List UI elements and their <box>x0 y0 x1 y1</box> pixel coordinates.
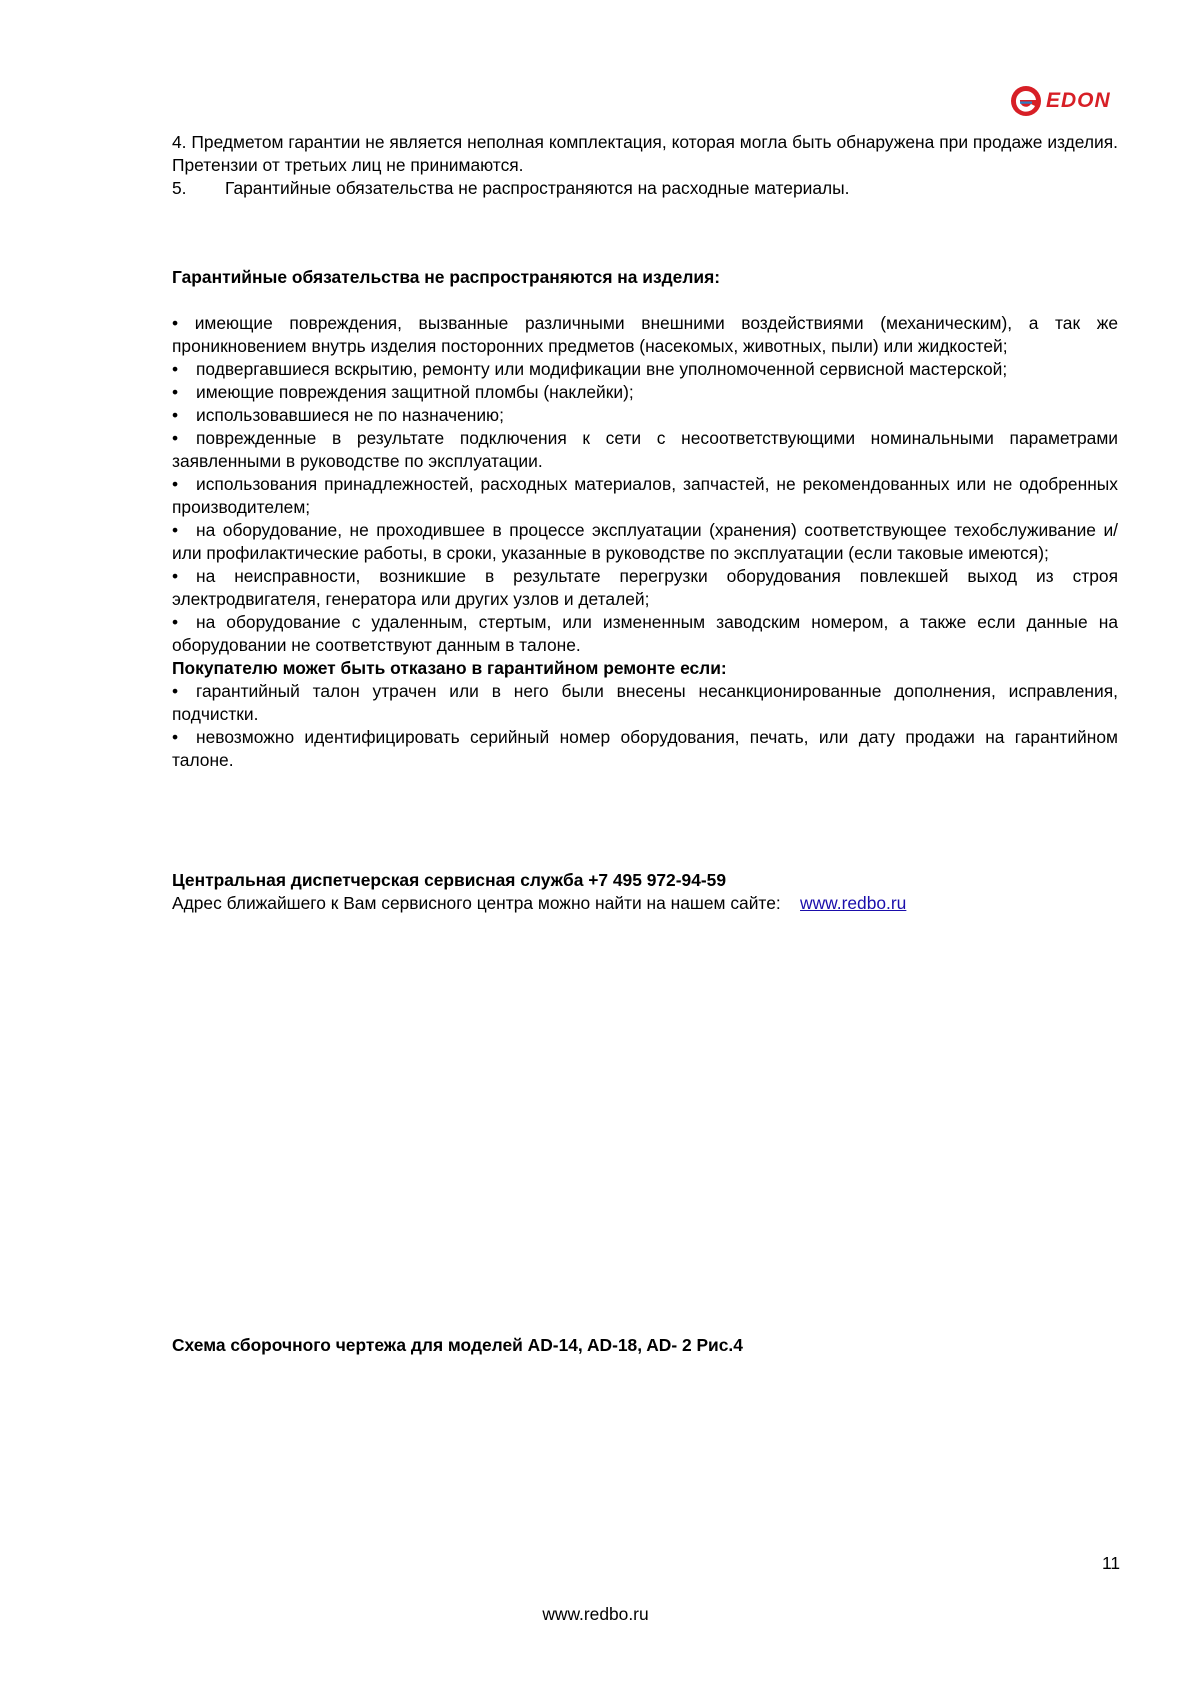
warranty-item-5-text: Гарантийные обязательства не распространяются на расходные материалы. <box>225 178 850 198</box>
exclusions-heading: Гарантийные обязательства не распространяются на изделия: <box>172 267 721 287</box>
exclusions-list <box>172 312 1118 772</box>
footer-url: www.redbo.ru <box>542 1604 649 1624</box>
refusal-heading: Покупателю может быть отказано в гарантийном ремонте если: <box>172 658 727 678</box>
schema-section <box>172 1334 1118 1357</box>
exclusions-heading-block <box>172 266 1118 289</box>
page-number: 11 <box>1101 1553 1120 1573</box>
warranty-item-5-number: 5. <box>172 178 187 198</box>
exclusion-item: • поврежденные в результате подключения к сети с несоответствующими номинальными параметрами заявленными в руководстве по эксплуатации. <box>172 428 1118 471</box>
brand-logo <box>1010 84 1125 118</box>
bullet-icon: • <box>172 520 179 540</box>
bullet-icon: • <box>172 405 179 425</box>
service-website-link[interactable]: www.redbo.ru <box>800 893 907 913</box>
schema-title: Схема сборочного чертежа для моделей AD-14, AD-18, AD- 2 Рис.4 <box>172 1335 743 1355</box>
bullet-icon: • <box>172 382 179 402</box>
bullet-icon: • <box>172 428 179 448</box>
exclusion-item: • на неисправности, возникшие в результате перегрузки оборудования повлекшей выход из строя электродвигателя, генератора или других узлов и деталей; <box>172 566 1118 609</box>
brand-logo-icon <box>1010 85 1042 117</box>
warranty-item-5 <box>172 177 1118 200</box>
service-address <box>172 892 1118 915</box>
intro-section <box>172 131 1118 200</box>
bullet-icon: • <box>172 566 179 586</box>
exclusion-item: • подвергавшиеся вскрытию, ремонту или модификации вне уполномоченной сервисной мастерской; <box>172 359 1008 379</box>
service-section <box>172 869 1118 915</box>
exclusion-item: • использовавшиеся не по назначению; <box>172 405 504 425</box>
exclusion-item: • на оборудование с удаленным, стертым, или измененным заводским номером, а также если данные на оборудовании не соответствуют данным в талоне. <box>172 612 1118 655</box>
bullet-icon: • <box>172 612 179 632</box>
bullet-icon: • <box>172 474 179 494</box>
bullet-icon: • <box>172 681 179 701</box>
bullet-icon: • <box>172 727 179 747</box>
warranty-item-4: 4. Предметом гарантии не является неполная комплектация, которая могла быть обнаружена при продаже изделия. Претензии от третьих лиц не принимаются. <box>172 132 1118 175</box>
refusal-item: • невозможно идентифицировать серийный номер оборудования, печать, или дату продажи на гарантийном талоне. <box>172 727 1118 770</box>
exclusion-item: • на оборудование, не проходившее в процессе эксплуатации (хранения) соответствующее техобслуживание и/или профилактические работы, в сроки, указанные в руководстве по эксплуатации (если таковые имеются); <box>172 520 1118 563</box>
exclusion-item: • использования принадлежностей, расходных материалов, запчастей, не рекомендованных или не одобренных производителем; <box>172 474 1118 517</box>
exclusion-item: • имеющие повреждения, вызванные различными внешними воздействиями (механическим), а так же проникновением внутрь изделия посторонних предметов (насекомых, животных, пыли) или жидкостей; <box>172 313 1118 356</box>
exclusion-item: • имеющие повреждения защитной пломбы (наклейки); <box>172 382 634 402</box>
service-address-text: Адрес ближайшего к Вам сервисного центра можно найти на нашем сайте: <box>172 893 781 913</box>
service-heading: Центральная диспетчерская сервисная служба +7 495 972-94-59 <box>172 870 726 890</box>
brand-logo-text: EDON <box>1046 89 1111 112</box>
refusal-item: • гарантийный талон утрачен или в него были внесены несанкционированные дополнения, исправления, подчистки. <box>172 681 1118 724</box>
bullet-icon: • <box>172 359 179 379</box>
